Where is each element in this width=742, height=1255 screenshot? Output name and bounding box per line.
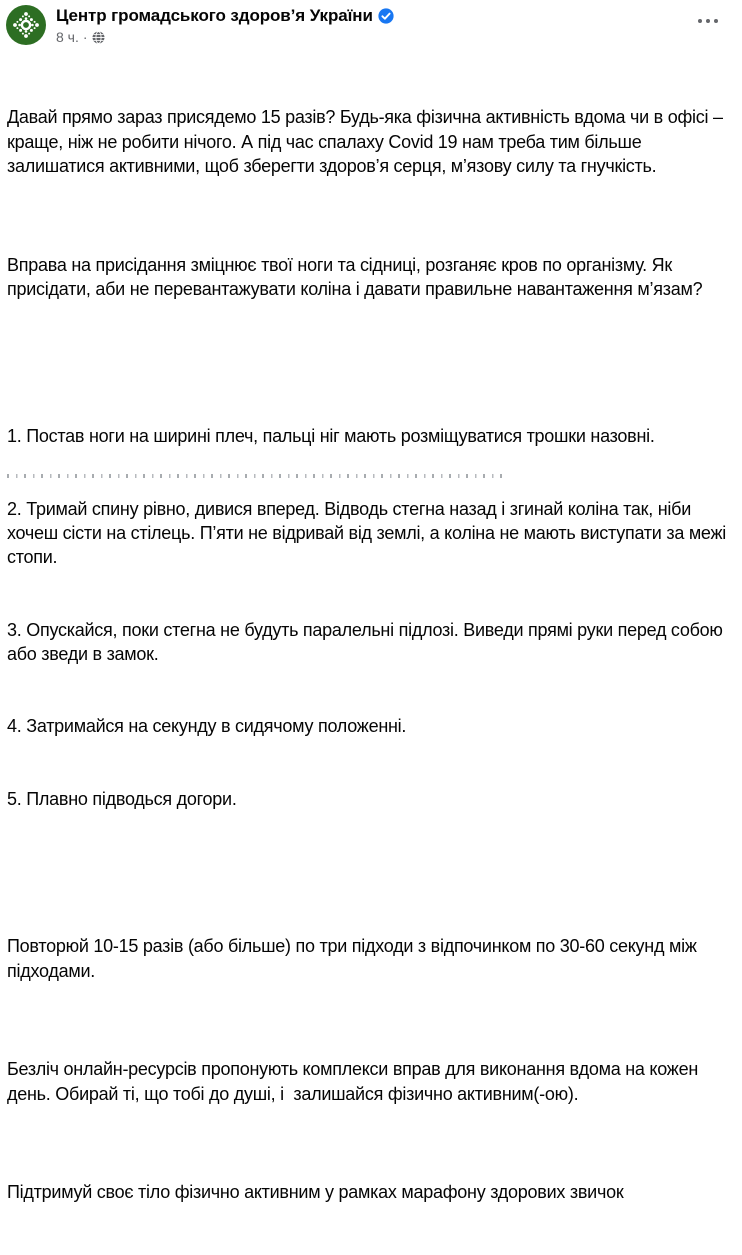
- globe-privacy-icon: [92, 31, 105, 44]
- verified-badge-icon: [378, 8, 394, 24]
- post-header: [0, 0, 742, 45]
- clipped-text-line: [7, 474, 502, 478]
- post-header-text: [56, 5, 734, 45]
- page-name-link[interactable]: Центр громадського здоров’я України: [56, 6, 373, 25]
- public-health-center-logo-icon: [6, 5, 46, 45]
- squat-steps-list: [7, 376, 732, 860]
- page-avatar[interactable]: [6, 5, 46, 45]
- ellipsis-icon: [698, 19, 703, 24]
- post-meta: [56, 29, 734, 45]
- squat-step-3: 3. Опускайся, поки стегна не будуть паралельні підлозі. Виведи прямі руки перед собою або зведи в замок.: [7, 619, 728, 664]
- post-paragraph-question: Вправа на присідання зміцнює твої ноги та сідниці, розганяє кров по організму. Як присідати, аби не перевантажувати коліна і давати правильне навантаження м’язам?: [7, 254, 703, 299]
- post-paragraph-resources: Безліч онлайн-ресурсів пропонують комплекси вправ для виконання вдома на кожен день. Обирай ті, що тобі до душі, і залишайся фізично активним(-ою).: [7, 1059, 703, 1104]
- meta-separator: ·: [82, 29, 88, 45]
- squat-step-2: 2. Тримай спину рівно, дивися вперед. Відводь стегна назад і згинай коліна так, ніби хочеш сісти на стілець. П’яти не відривай від землі, а коліна не мають виступати за межі стопи.: [7, 498, 731, 568]
- post-body: [0, 45, 742, 1255]
- post-paragraph-closing: Підтримуй своє тіло фізично активним у рамках марафону здорових звичок: [7, 1182, 624, 1203]
- squat-step-1: 1. Постав ноги на ширині плеч, пальці ніг мають розміщуватися трошки назовні.: [7, 426, 655, 447]
- post-paragraph-intro: Давай прямо зараз присядемо 15 разів? Будь-яка фізична активність вдома чи в офісі – краще, ніж не робити нічого. А під час спалаху Covid 19 нам треба тим більше залишатися активними, щоб зберегти здоров’я серця, м’язову силу та гнучкість.: [7, 107, 728, 176]
- post-paragraph-repetitions: Повторюй 10-15 разів (або більше) по три підходи з відпочинком по 30-60 секунд між підходами.: [7, 936, 702, 981]
- squat-step-5: 5. Плавно підводься догори.: [7, 789, 237, 810]
- squat-step-4: 4. Затримайся на секунду в сидячому положенні.: [7, 716, 407, 737]
- more-options-button[interactable]: [692, 11, 724, 31]
- post-timestamp[interactable]: 8 ч.: [56, 29, 79, 45]
